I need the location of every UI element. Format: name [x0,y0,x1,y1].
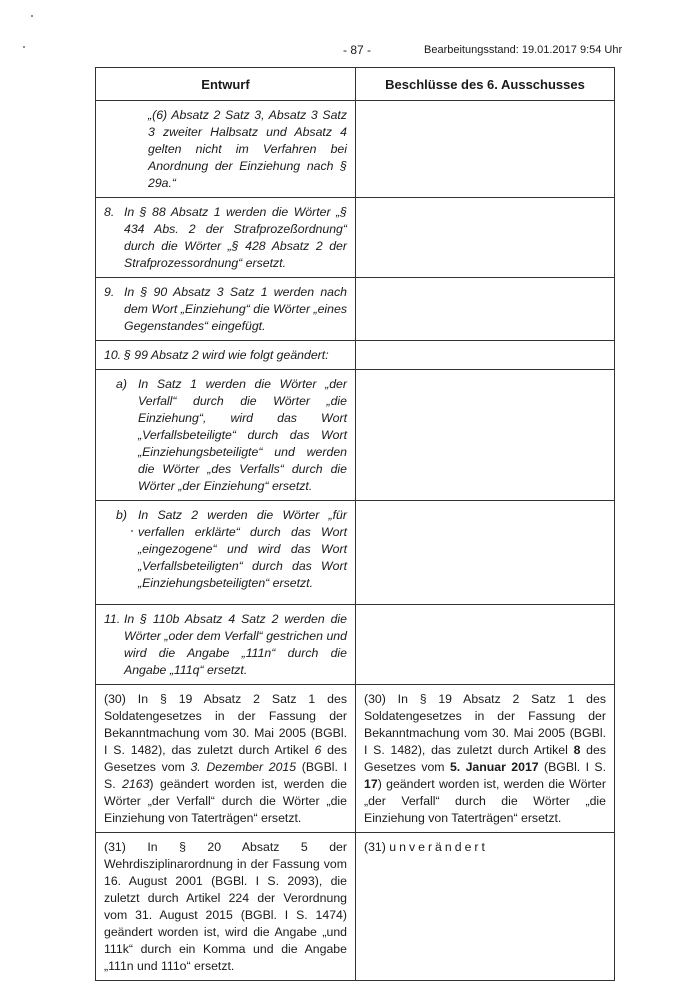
text-run: (BGBl. I S. [538,760,606,774]
item-text: In § 88 Absatz 1 werden die Wörter „§ 434 Abs. 2 der Strafprozeßordnung“ durch die Wörter „§ 428 Absatz 2 der Strafprozessordnung“ ersetzt. [124,205,347,270]
italic-run: 2163 [122,777,150,791]
empty-cell [356,605,615,685]
item-number: 8. [104,205,115,219]
bold-run: 17 [364,777,378,791]
text-run: des Gesetzes vom [364,743,606,774]
empty-cell [356,341,615,370]
empty-cell [356,501,615,605]
unchanged-note: unverändert [389,840,488,854]
empty-cell [356,370,615,501]
paragraph-30-committee [356,685,614,832]
paragraph-31-committee [356,833,614,861]
item-number: 11. [104,612,121,626]
text-run: (BGBl. I S. [104,760,348,791]
subitem-text: In Satz 1 werden die Wörter „der Verfall“ durch die Wörter „die Einziehung“, wird das Wort „Verfallsbeteiligte“ durch das Wort „Einziehungsbeteiligte“ und werden die Wörter „des Verfalls“ durch die Wörter „der Einziehung“ ersetzt. [138,377,347,493]
text-run: (30) In § 19 Absatz 2 Satz 1 des Soldatengesetzes in der Fassung der Bekanntmachung vom 30. Mai 2005 (BGBl. I S. 1482), das zuletzt durch Artikel [104,692,347,757]
page-number: - 87 - [343,43,372,57]
paragraph-30-draft [96,685,355,832]
quoted-paragraph: „(6) Absatz 2 Satz 3, Absatz 3 Satz 3 zweiter Halbsatz und Absatz 4 gelten nicht im Verfahren bei Anordnung der Einziehung nach § 29a.“ [148,108,347,190]
text-run: des Gesetzes vom [104,743,347,774]
table-row [96,501,615,605]
column-header-committee: Beschlüsse des 6. Ausschusses [356,68,615,101]
table-row [96,833,615,981]
item-number: 9. [104,285,115,299]
empty-cell [356,278,615,341]
item-number: 10. [104,348,122,362]
scan-speck [31,15,33,17]
bold-run: 5. Januar 2017 [449,760,539,774]
italic-run: 6 [314,743,322,757]
table-row [96,605,615,685]
subitem-letter: b) [116,508,127,522]
table-row [96,198,615,278]
italic-run: 3. Dezember 2015 [190,760,297,774]
paragraph-number: (31) [364,840,386,854]
item-text: In § 110b Absatz 4 Satz 2 werden die Wörter „oder dem Verfall“ gestrichen und wird die Angabe „111n“ durch die Angabe „111q“ ersetzt. [124,612,347,677]
empty-cell [356,101,615,198]
table-row [96,370,615,501]
column-header-draft: Entwurf [96,68,356,101]
table-row [96,278,615,341]
table-row [96,341,615,370]
edit-status: Bearbeitungsstand: 19.01.2017 9:54 Uhr [424,44,623,56]
empty-cell [356,198,615,278]
table-header-row [96,68,615,101]
synopsis-table [95,67,615,981]
text-run: ) geändert worden ist, werden die Wörter „der Verfall“ durch die Wörter „die Einziehung von Taterträgen“ ersetzt. [104,777,347,825]
subitem-letter: a) [116,377,127,391]
subitem-text: In Satz 2 werden die Wörter „für verfallen erklärte“ durch das Wort „eingezogene“ und wird das Wort „Verfallsbeteiligten“ durch das Wort „Einziehungsbeteiligten“ ersetzt. [138,508,347,590]
item-text: § 99 Absatz 2 wird wie folgt geändert: [124,348,329,362]
text-run: (30) In § 19 Absatz 2 Satz 1 des Soldatengesetzes in der Fassung der Bekanntmachung vom 30. Mai 2005 (BGBl. I S. 1482), das zuletzt durch Artikel [364,692,606,757]
page-header [0,43,700,59]
bold-run: 8 [573,743,581,757]
table-row [96,101,615,198]
text-run: ) geändert worden ist, werden die Wörter „der Verfall“ durch die Wörter „die Einziehung von Taterträgen“ ersetzt. [364,777,606,825]
paragraph-31-draft: (31) In § 20 Absatz 5 der Wehrdisziplinarordnung in der Fassung vom 16. August 2001 (BGBl. I S. 2093), die zuletzt durch Artikel 224 der Verordnung vom 31. August 2015 (BGBl. I S. 1474) geändert worden ist, wird die Angabe „und 111k“ durch ein Komma und die Angabe „111n und 111o“ ersetzt. [104,840,347,973]
table-row [96,685,615,833]
item-text: In § 90 Absatz 3 Satz 1 werden nach dem Wort „Einziehung“ die Wörter „eines Gegenstandes“ eingefügt. [124,285,347,333]
